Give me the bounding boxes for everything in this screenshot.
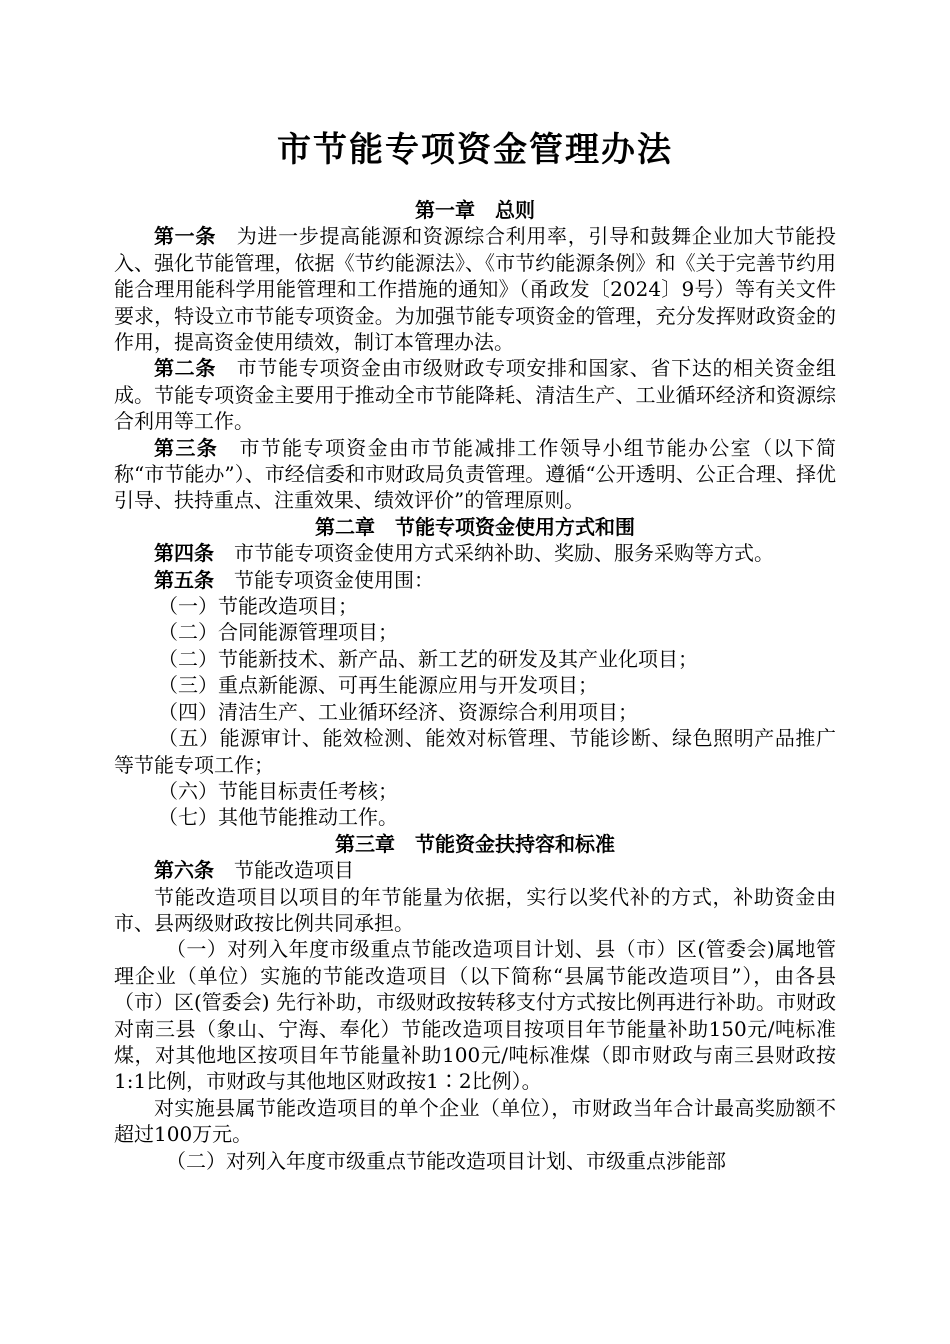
list-item: （七）其他节能推动工作。 [158, 805, 398, 830]
article-2 [114, 355, 836, 434]
article-1-label: 第一条 [154, 224, 217, 249]
paragraph: 节能改造项目以项目的年节能量为依据，实行以奖代补的方式，补助资金由市、县两级财政按比例共同承担。 [114, 884, 836, 935]
article-5-text: 节能专项资金使用围： [234, 567, 434, 592]
article-3-label: 第三条 [154, 435, 219, 460]
list-item: （四）清洁生产、工业循环经济、资源综合利用项目； [158, 699, 638, 724]
article-1 [114, 223, 836, 355]
article-3 [114, 435, 836, 514]
list-item: （五）能源审计、能效检测、能效对标管理、节能诊断、绿色照明产品推广等节能专项工作； [114, 726, 836, 777]
paragraph: 对实施县属节能改造项目的单个企业（单位），市财政当年合计最高奖励额不超过100万元。 [114, 1095, 836, 1147]
chapter-1-heading: 第一章 总则 [415, 198, 535, 222]
article-2-text: 市节能专项资金由市级财政专项安排和国家、省下达的相关资金组成。节能专项资金主要用于推动全市节能降耗、清洁生产、工业循环经济和资源综合利用等工作。 [114, 356, 836, 434]
document-body [114, 197, 836, 1174]
list-item: （六）节能目标责任考核； [158, 778, 398, 803]
article-2-label: 第二条 [154, 356, 217, 381]
document-title: 市节能专项资金管理办法 [277, 130, 673, 170]
article-5 [114, 567, 836, 593]
list-item: （二）节能新技术、新产品、新工艺的研发及其产业化项目； [158, 646, 698, 671]
article-5-label: 第五条 [154, 567, 214, 592]
article-6-text: 节能改造项目 [234, 858, 354, 883]
chapter-2-heading: 第二章 节能专项资金使用方式和围 [315, 514, 635, 539]
article-4-label: 第四条 [154, 541, 214, 566]
list-item: （二）合同能源管理项目； [158, 620, 398, 645]
list-item: （三）重点新能源、可再生能源应用与开发项目； [158, 673, 598, 698]
paragraph: （二）对列入年度市级重点节能改造项目计划、市级重点涉能部 [166, 1148, 726, 1173]
chapter-3-heading: 第三章 节能资金扶持容和标准 [335, 831, 615, 856]
article-4 [114, 540, 836, 566]
article-4-text: 市节能专项资金使用方式采纳补助、奖励、服务采购等方式。 [234, 541, 774, 566]
article-6 [114, 857, 836, 883]
paragraph: （一）对列入年度市级重点节能改造项目计划、县（市）区(管委会)属地管理企业（单位）实施的节能改造项目（以下简称“县属节能改造项目”），由各县（市）区(管委会) 先行补助，市级财政按转移支付方式按比例再进行补助。市财政对南三县（象山、宁海、奉化）节能改造项目按项目年节能量补助150元/吨标准煤，对其他地区按项目年节能量补助100元/吨标准煤（即市财政与南三县财政按1:1比例，市财政与其他地区财政按1∶2比例）。 [114, 937, 836, 1094]
article-3-text: 市节能专项资金由市节能减排工作领导小组节能办公室（以下简称“市节能办”）、市经信委和市财政局负责管理。遵循“公开透明、公正合理、择优引导、扶持重点、注重效果、绩效评价”的管理原则。 [114, 435, 837, 513]
article-1-text: 为进一步提高能源和资源综合利用率，引导和鼓舞企业加大节能投入、强化节能管理，依据《节约能源法》、《市节约能源条例》和《关于完善节约用能合理用能科学用能管理和工作措施的通知》（甬政发〔2024〕9号）等有关文件要求，特设立市节能专项资金。为加强节能专项资金的管理，充分发挥财政资金的作用，提高资金使用绩效，制订本管理办法。 [114, 224, 836, 355]
list-item: （一）节能改造项目； [158, 594, 358, 619]
article-6-label: 第六条 [154, 858, 214, 883]
